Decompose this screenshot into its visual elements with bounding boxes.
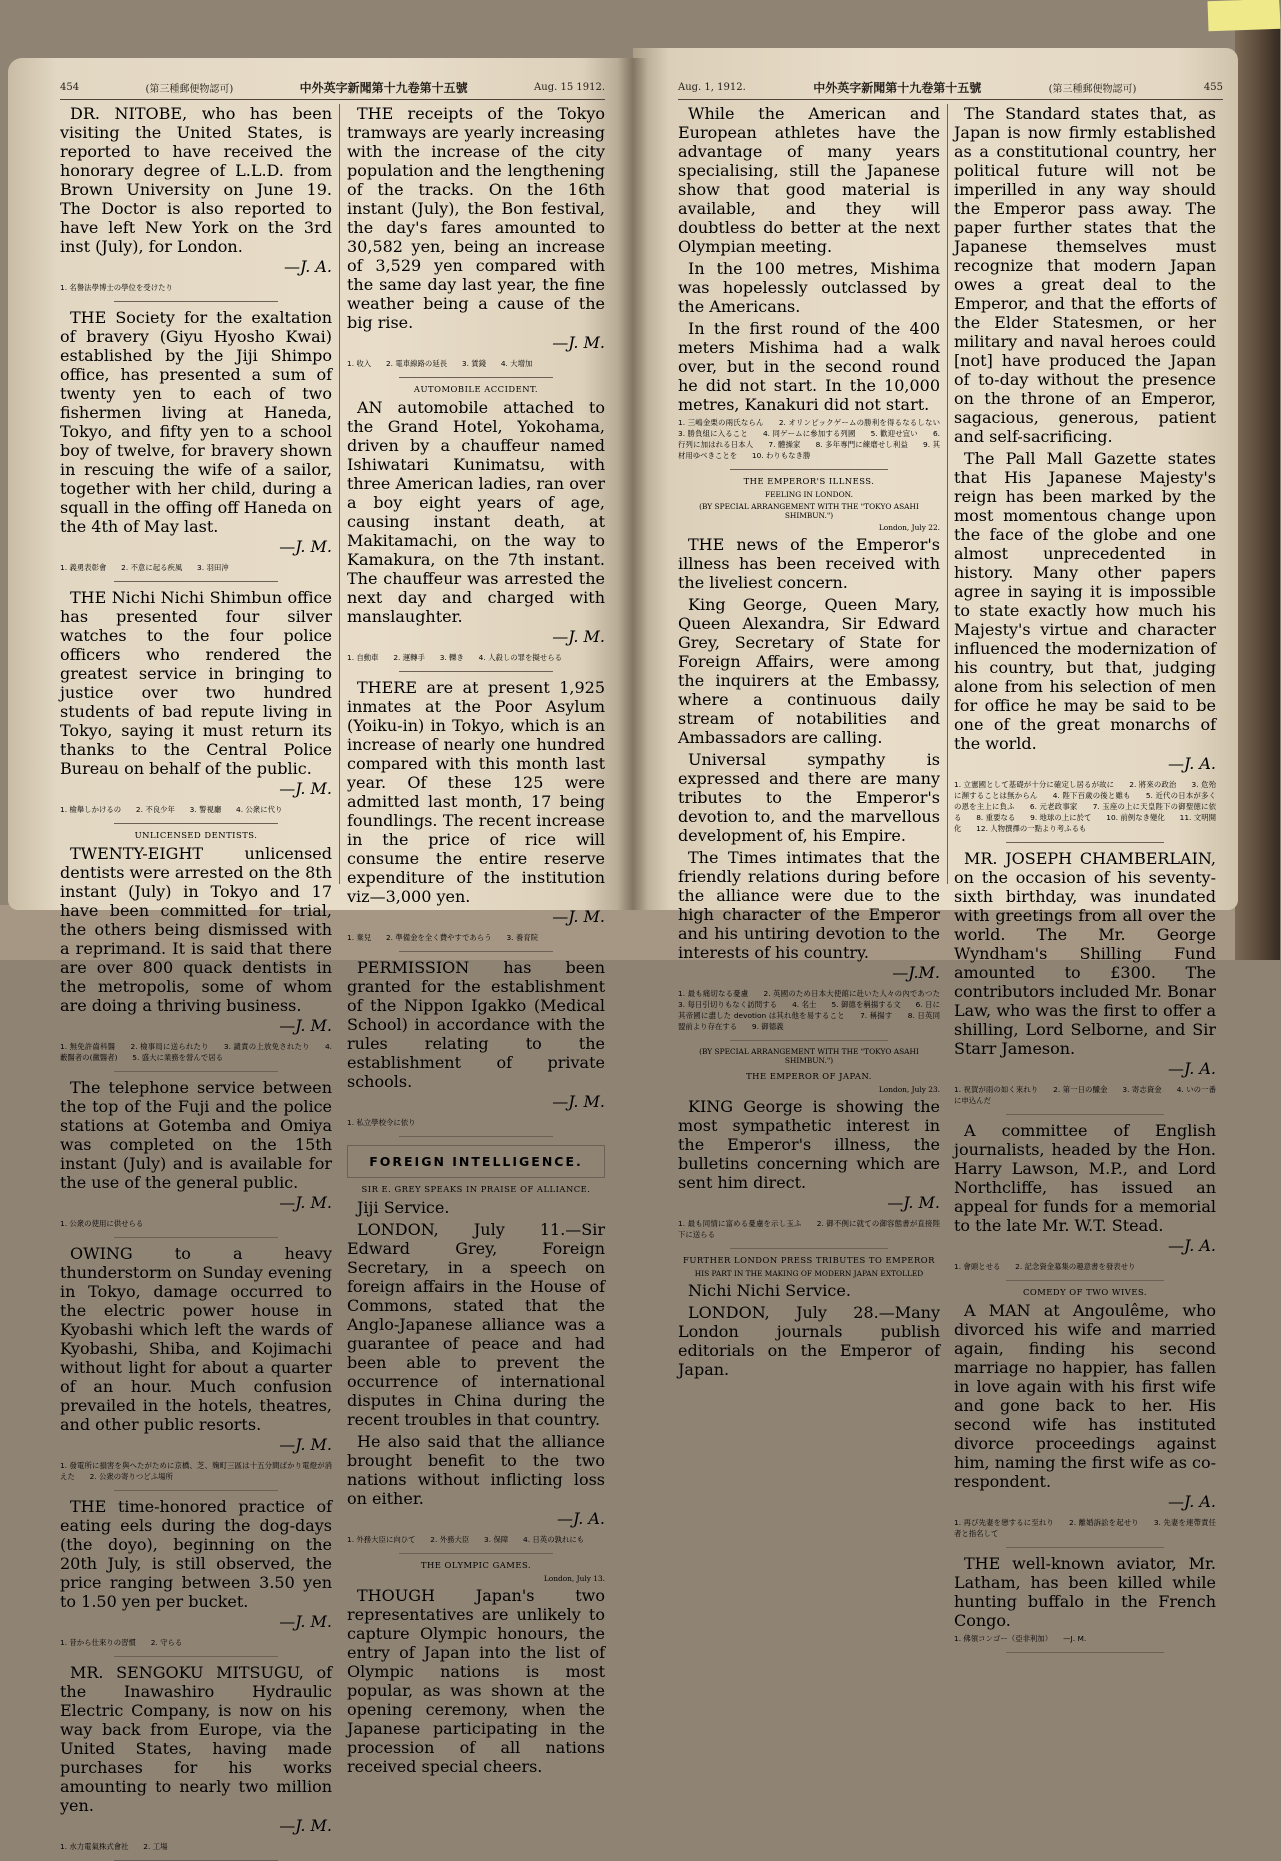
author-signature: —J. A. (1168, 1236, 1216, 1255)
article-paragraph: The Pall Mall Gazette states that His Japanese Majesty's reign has been marked by the most momentous change upon the face of the globe and one almost unprecedented in history. Many other papers agree in saying it is impossible to state exactly how much his Majesty's virtue and character influenced the modernization of his country, but that, judging alone from his selection of men for office he may be said to be one of the great monarchs of the world. (954, 449, 1216, 753)
article-paragraph: THE receipts of the Tokyo tramways are yearly increasing with the increase of the city population and the lengthening of the tracks. On the 16th instant (July), the Bon festival, the day's fares amounted to 30,582 yen, being an increase of 3,529 yen compared with the same day last year, the fine weather being a cause of the big rise. (347, 104, 605, 332)
article-paragraph: THOUGH Japan's two representatives are unlikely to capture Olympic honours, the entry of Japan into the list of Olympic nations is most popular, as was shown at the opening ceremony, when the Japanese participating in the procession of all nations received special cheers. (347, 1586, 605, 1776)
article-heading: COMEDY OF TWO WIVES. (1022, 1287, 1148, 1297)
japanese-glossary: 1. 會頭とせる 2. 記念資金募集の趣意書を發表せり (954, 1262, 1136, 1271)
book-cover-spine (1235, 0, 1280, 960)
article-paragraph: The telephone service between the top of the Fuji and the police stations at Gotemba and Omiya was completed on the 15th instant (July) and is available for the use of the general public. (60, 1078, 332, 1192)
left-page-header (60, 76, 605, 98)
japanese-glossary: 1. 立憲國として基礎が十分に確定し居るが故に 2. 將來の政治 3. 危殆に瀕することは無からん 4. 陛下百歲の後と雖も 5. 近代の日本が多くの恩を主上に負ふ 6. 元老政事家 7. 玉座の上に天皇陛下の御聖徳に依る 8. 重要なる 9. 地球の上に於て 10. 前例なき變化 11. 文明開化 12. 人物撰擇の一點より考ふるも (954, 780, 1216, 833)
article-paragraph: MR. SENGOKU MITSUGU, of the Inawashiro Hydraulic Electric Company, is now on his way back from Europe, via the United States, having made purchases for his works amounting to nearly two million yen. (60, 1663, 332, 1815)
article-paragraph: TWENTY-EIGHT unlicensed dentists were arrested on the 8th instant (July) in Tokyo and 17 have been committed for trial, the others being dismissed with a reprimand. It is said that there are over 800 quack dentists in the metropolis, some of whom are doing a thriving business. (60, 844, 332, 1015)
issue-date: Aug. 15 1912. (534, 81, 605, 93)
japanese-glossary: 1. 佛領コンゴー（亞非利加） —J. M. (954, 1634, 1087, 1643)
issue-date: Aug. 1, 1912. (678, 81, 746, 93)
japanese-glossary: 1. 祝賀が雨の如く來れり 2. 第一日の醵金 3. 寄志資金 4. いの一番に申込んだ (954, 1085, 1216, 1105)
article-separator (1006, 1547, 1163, 1548)
article-separator (114, 581, 277, 582)
article-paragraph: In the first round of the 400 meters Mishima had a walk over, but in the second round he did not start. In the 10,000 metres, Kanakuri did not start. (678, 319, 940, 414)
article-separator (114, 1490, 277, 1491)
right-column-2 (954, 104, 1216, 1643)
newspaper-title: 中外英字新聞第十九卷第十五號 (813, 80, 982, 95)
article-paragraph: MR. JOSEPH CHAMBERLAIN, on the occasion of his seventy-sixth birthday, was inundated with greetings from all over the world. The Mr. George Wyndham's Shilling Fund amounted to £300. The contributors included Mr. Bonar Law, who was the first to offer a shilling, Lord Selborne, and Sir Starr Jameson. (954, 849, 1216, 1058)
article-paragraph: THE well-known aviator, Mr. Latham, has been killed while hunting buffalo in the French Congo. (954, 1554, 1216, 1630)
article-paragraph: Nichi Nichi Service. (688, 1281, 851, 1300)
article-separator (1006, 842, 1163, 843)
dateline: London, July 23. (878, 1085, 940, 1094)
article-heading: THE EMPEROR'S ILLNESS. (743, 476, 875, 486)
article-paragraph: A MAN at Angoulême, who divorced his wife and married again, finding his second marriage no happier, has fallen in love again with his first wife and gone back to her. His second wife has instituted divorce proceedings against him, naming the first wife as co-respondent. (954, 1301, 1216, 1491)
article-separator (114, 1656, 277, 1657)
author-signature: —J. M. (552, 1092, 605, 1111)
article-heading: UNLICENSED DENTISTS. (134, 830, 258, 840)
author-signature: —J. M. (279, 779, 332, 798)
article-separator (399, 951, 554, 952)
dateline: London, July 13. (543, 1574, 605, 1583)
article-separator (399, 1553, 554, 1554)
japanese-glossary: 1. 棄兒 2. 準備金を全く費やすであらう 3. 養育院 (347, 933, 539, 942)
article-heading: SIR E. GREY SPEAKS IN PRAISE OF ALLIANCE. (361, 1184, 591, 1194)
article-paragraph: LONDON, July 11.—Sir Edward Grey, Foreign Secretary, in a speech on foreign affairs in the House of Commons, stated that the Anglo-Japanese alliance was a guarantee of peace and had been able to prevent the occurrence of international disputes in China during the recent troubles in that country. (347, 1220, 605, 1429)
author-signature: —J. A. (1168, 754, 1216, 773)
article-paragraph: King George, Queen Mary, Queen Alexandra, Sir Edward Grey, Secretary of State for Foreign Affairs, were among the inquirers at the Embassy, where a continuous daily stream of notabilities and Ambassadors are calling. (678, 595, 940, 747)
article-paragraph: OWING to a heavy thunderstorm on Sunday evening in Tokyo, damage occurred to the electric power house in Kyobashi which left the wards of Kyobashi, Shiba, and Kojimachi without light for about a quarter of an hour. Much confusion prevailed in the hotels, theatres, and other public resorts. (60, 1244, 332, 1434)
japanese-glossary: 1. 水力電氣株式會社 2. 工場 (60, 1842, 168, 1851)
author-signature: —J. M. (279, 1193, 332, 1212)
newspaper-title: 中外英字新聞第十九卷第十五號 (299, 80, 468, 95)
author-signature: —J. M. (552, 333, 605, 352)
japanese-glossary: 1. 昔から仕來りの習慣 2. 守らる (60, 1638, 183, 1647)
japanese-glossary: 1. 義勇表彰會 2. 不意に起る疾風 3. 羽田沖 (60, 563, 229, 572)
author-signature: —J. A. (284, 257, 332, 276)
article-paragraph: The Times intimates that the friendly relations during before the alliance were due to the high character of the Emperor and his untiring devotion to the interests of his country. (678, 848, 940, 962)
article-paragraph: The Standard states that, as Japan is now firmly established as a constitutional country, her political future will not be imperilled in any way should the Emperor pass away. The paper further states that the Japanese themselves must recognize that modern Japan owes a great deal to the Emperor, and that the efforts of the Elder Statesmen, or her military and naval heroes could [not] have produced the Japan of to-day without the presence on the throne of an Emperor, sagacious, generous, patient and self-sacrificing. (954, 104, 1216, 446)
japanese-glossary: 1. 發電所に損害を與へたがために京橋、芝、麹町三區は十五分間ばかり電燈が消えた 2. 公衆の寄りつどふ場所 (60, 1461, 332, 1481)
permit-note: (第三種郵便物認可) (145, 83, 234, 95)
author-signature: —J. M. (279, 1816, 332, 1835)
permit-note: (第三種郵便物認可) (1048, 83, 1137, 95)
article-separator (730, 1248, 887, 1249)
article-paragraph: PERMISSION has been granted for the establishment of the Nippon Igakko (Medical School) in accordance with the rules relating to the establishment of private schools. (347, 958, 605, 1091)
author-signature: —J. M. (552, 907, 605, 926)
article-subheading: FEELING IN LONDON. (765, 490, 853, 499)
article-paragraph: DR. NITOBE, who has been visiting the United States, is reported to have received the honorary degree of L.L.D. from Brown University on June 19. The Doctor is also reported to have left New York on the 3rd inst (July), for London. (60, 104, 332, 256)
japanese-glossary: 1. 最も痛切なる憂慮 2. 英國のため日本大使館に赴いた人々の內であつた 3. 每日引切りもなく訪問する 4. 名士 5. 御德を稱揚する文 6. 日に其帝國に盡した devotion は其れ他を易すること 7. 稱揚す 8. 日英同盟前より存在する 9. 御德義 (678, 989, 955, 1031)
japanese-glossary: 1. 外務大臣に向ひて 2. 外務大臣 3. 保障 4. 日英の孰れにも (347, 1535, 585, 1544)
article-paragraph: A committee of English journalists, headed by the Hon. Harry Lawson, M.P., and Lord Northcliffe, has issued an appeal for funds for a memorial to the late Mr. W.T. Stead. (954, 1121, 1216, 1235)
japanese-glossary: 1. 收入 2. 電車線路の延長 3. 賃錢 4. 大增加 (347, 359, 533, 368)
japanese-glossary: 1. 私立學校令に依り (347, 1118, 416, 1127)
japanese-glossary: 1. 三嶋金栗の兩氏ならん 2. オリンピックゲームの勝利を得るなるしない 3. 勝負組に入ること 4. 同ゲームに參加する列國 5. 歡迎せ宜い 6. 行列に加はれる日本人 7. 體操家 8. 多年專門に練磨せし利益 9. 其材用ゆべきことを 10. わりもなき勝 (678, 418, 940, 460)
article-heading: THE OLYMPIC GAMES. (420, 1560, 532, 1570)
japanese-glossary: 1. 名譽法學博士の學位を受けたり (60, 283, 173, 292)
article-paragraph: THERE are at present 1,925 inmates at the Poor Asylum (Yoiku-in) in Tokyo, which is an increase of nearly one hundred compared with this month last year. Of these 125 were admitted last month, 17 being foundlings. The recent increase in the price of rice will consume the entire reserve expenditure of the institution viz—3,000 yen. (347, 678, 605, 906)
author-signature: —J. M. (279, 1435, 332, 1454)
article-separator (399, 671, 554, 672)
article-separator (730, 1040, 887, 1041)
article-paragraph: THE Nichi Nichi Shimbun office has presented four silver watches to the four police officers who rendered the greatest service in bringing to justice over two hundred students of bad repute living in Tokyo, saying it must return its thanks to the Central Police Bureau on behalf of the public. (60, 588, 332, 778)
article-separator (399, 377, 554, 378)
article-separator (1006, 1280, 1163, 1281)
author-signature: —J. A. (1168, 1492, 1216, 1511)
japanese-glossary: 1. 公衆の使用に供せらる (60, 1219, 144, 1228)
dateline: London, July 22. (878, 523, 940, 532)
column-divider (947, 104, 948, 884)
book-gutter (618, 58, 648, 910)
article-paragraph: THE time-honored practice of eating eels during the dog-days (the doyo), beginning on the 20th July, is still observed, the price ranging between 3.50 yen to 1.50 yen per bucket. (60, 1497, 332, 1611)
author-signature: —J. M. (279, 537, 332, 556)
author-signature: —J. M. (552, 627, 605, 646)
column-divider (339, 104, 340, 884)
article-separator (1006, 1652, 1163, 1653)
article-paragraph: While the American and European athletes have the advantage of many years specialising, still the Japanese show that good material is available, and they will doubtless do better at the next Olympian meeting. (678, 104, 940, 256)
japanese-glossary: 1. 無免許齒科醫 2. 檢事局に送られたり 3. 譴責の上放免されたり 4. 藪醫者の(黴醫者) 5. 盛大に業務を營んで居る (60, 1042, 332, 1062)
author-signature: —J. A. (557, 1509, 605, 1528)
article-separator (114, 823, 277, 824)
article-heading: THE EMPEROR OF JAPAN. (746, 1071, 872, 1081)
article-separator (730, 469, 887, 470)
article-paragraph: KING George is showing the most sympathetic interest in the Emperor's illness, the bulletins concerning which are sent him direct. (678, 1097, 940, 1192)
article-separator (114, 301, 277, 302)
author-signature: —J. M. (279, 1612, 332, 1631)
japanese-glossary: 1. 再び先妻を戀するに至れり 2. 離婚訴訟を起せり 3. 先妻を連帶責任者と指名して (954, 1518, 1216, 1538)
article-paragraph: In the 100 metres, Mishima was hopelessly outclassed by the Americans. (678, 259, 940, 316)
sticky-note-tab (1207, 0, 1280, 31)
japanese-glossary: 1. 自動車 2. 運轉手 3. 轢き 4. 人殺しの罪を擬せらる (347, 653, 562, 662)
right-column-1 (678, 104, 955, 1379)
article-paragraph: Jiji Service. (357, 1198, 450, 1217)
header-rule (60, 99, 605, 100)
article-separator (114, 1071, 277, 1072)
section-banner: FOREIGN INTELLIGENCE. (347, 1145, 605, 1178)
article-subheading: HIS PART IN THE MAKING OF MODERN JAPAN EXTOLLED (694, 1269, 924, 1278)
author-signature: —J. M. (279, 1016, 332, 1035)
article-separator (399, 1136, 554, 1137)
article-subheading: (BY SPECIAL ARRANGEMENT WITH THE "TOKYO ASAHI SHIMBUN.") (699, 1047, 919, 1065)
left-column-2 (347, 104, 605, 1776)
article-separator (114, 1237, 277, 1238)
page-number: 454 (60, 81, 80, 93)
header-rule (678, 99, 1223, 100)
article-separator (1006, 1114, 1163, 1115)
article-paragraph: AN automobile attached to the Grand Hotel, Yokohama, driven by a chauffeur named Ishiwatari Kunimatsu, with three American ladies, ran over a boy eight years of age, causing instant death, at Makitamachi, on the way to Kamakura, on the 7th instant. The chauffeur was arrested the next day and charged with manslaughter. (347, 398, 605, 626)
author-signature: —J.M. (892, 963, 940, 982)
article-subheading: (BY SPECIAL ARRANGEMENT WITH THE "TOKYO ASAHI SHIMBUN.") (699, 502, 919, 520)
japanese-glossary: 1. 最も同情に富める憂慮を示し玉ふ 2. 御不例に就ての御容態書が直接陛下に送らる (678, 1219, 940, 1239)
article-paragraph: He also said that the alliance brought benefit to the two nations without inflicting loss on either. (347, 1432, 605, 1508)
article-paragraph: THE Society for the exaltation of bravery (Giyu Hyosho Kwai) established by the Jiji Shimpo office, has presented a sum of twenty yen to each of two fishermen living at Haneda, Tokyo, and fifty yen to a school boy of twelve, for bravery shown in rescuing the wife of a sailor, together with her child, during a squall in the offing off Haneda on the 4th of May last. (60, 308, 332, 536)
left-column-1 (60, 104, 332, 1851)
article-heading: AUTOMOBILE ACCIDENT. (413, 384, 539, 394)
article-paragraph: THE news of the Emperor's illness has been received with the liveliest concern. (678, 535, 940, 592)
right-page-header (678, 76, 1223, 98)
author-signature: —J. M. (887, 1193, 940, 1212)
author-signature: —J. A. (1168, 1059, 1216, 1078)
page-number: 455 (1203, 81, 1223, 93)
article-paragraph: LONDON, July 28.—Many London journals publish editorials on the Emperor of Japan. (678, 1303, 940, 1379)
article-heading: FURTHER LONDON PRESS TRIBUTES TO EMPEROR (683, 1255, 935, 1265)
article-paragraph: Universal sympathy is expressed and there are many tributes to the Emperor's devotion to, and the marvellous development of, his Empire. (678, 750, 940, 845)
japanese-glossary: 1. 檢舉しかけるの 2. 不良少年 3. 警視廳 4. 公衆に代り (60, 805, 283, 814)
